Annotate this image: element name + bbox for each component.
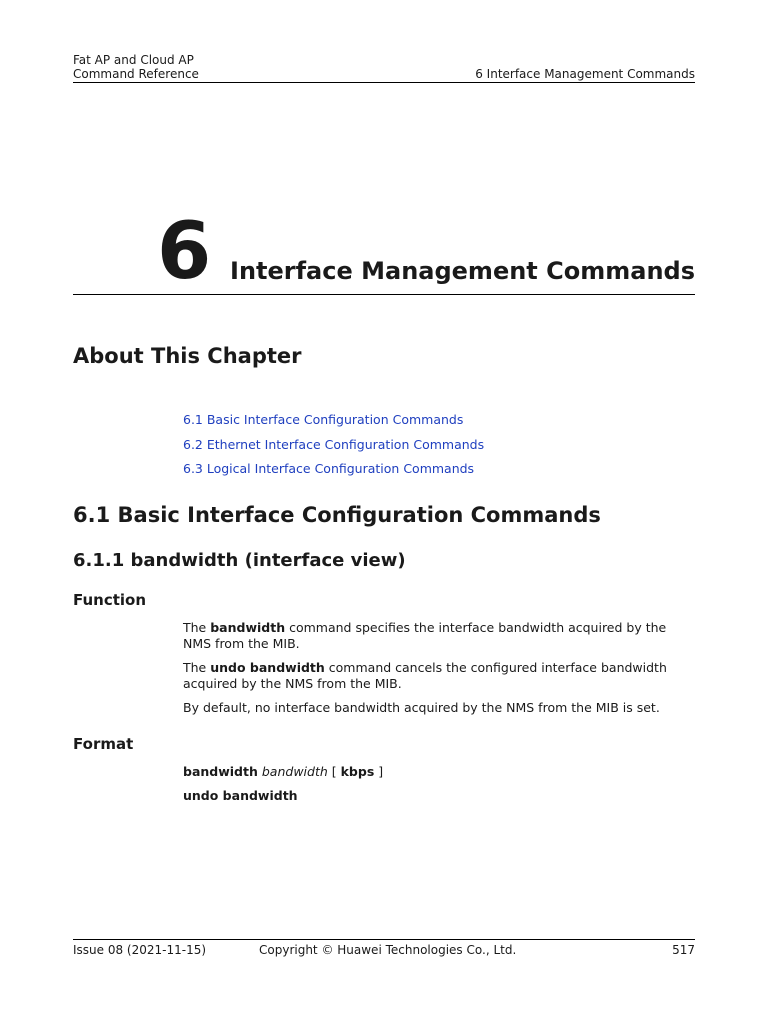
undo-command-name: undo bandwidth	[210, 660, 325, 675]
function-paragraph-2: The undo bandwidth command cancels the configured interface bandwidth acquired by the NMS from the MIB.	[183, 660, 667, 691]
header-doc-title: Fat AP and Cloud AP	[73, 53, 194, 67]
footer-issue: Issue 08 (2021-11-15)	[73, 943, 207, 957]
toc-link-6-3[interactable]: 6.3 Logical Interface Configuration Commands	[183, 461, 475, 476]
format-option: kbps	[340, 764, 375, 779]
header-rule	[73, 82, 695, 83]
format-argument: bandwidth	[261, 764, 328, 779]
toc-link-6-1[interactable]: 6.1 Basic Interface Configuration Commands	[183, 412, 464, 427]
format-line-2: undo bandwidth	[183, 788, 298, 803]
subsection-heading: 6.1.1 bandwidth (interface view)	[73, 550, 406, 571]
chapter-rule	[73, 294, 695, 295]
toc-link-6-2[interactable]: 6.2 Ethernet Interface Configuration Commands	[183, 437, 485, 452]
chapter-number: 6	[157, 207, 212, 297]
footer-rule	[73, 939, 695, 940]
footer-page-number: 517	[672, 943, 695, 957]
command-name: bandwidth	[210, 620, 286, 635]
section-heading: 6.1 Basic Interface Configuration Commands	[73, 503, 601, 527]
function-heading: Function	[73, 591, 147, 609]
about-heading: About This Chapter	[73, 344, 302, 368]
function-paragraph-1: The bandwidth command specifies the interface bandwidth acquired by the NMS from the MIB.	[183, 620, 667, 651]
header-doc-subtitle: Command Reference	[73, 67, 199, 81]
function-paragraph-3: By default, no interface bandwidth acquired by the NMS from the MIB is set.	[183, 700, 660, 715]
chapter-title: Interface Management Commands	[230, 257, 695, 285]
format-heading: Format	[73, 735, 134, 753]
format-command: bandwidth	[183, 764, 258, 779]
footer-copyright: Copyright © Huawei Technologies Co., Ltd.	[259, 943, 517, 957]
format-line-1: bandwidth bandwidth [ kbps ]	[183, 764, 384, 779]
header-chapter-ref: 6 Interface Management Commands	[475, 67, 695, 81]
